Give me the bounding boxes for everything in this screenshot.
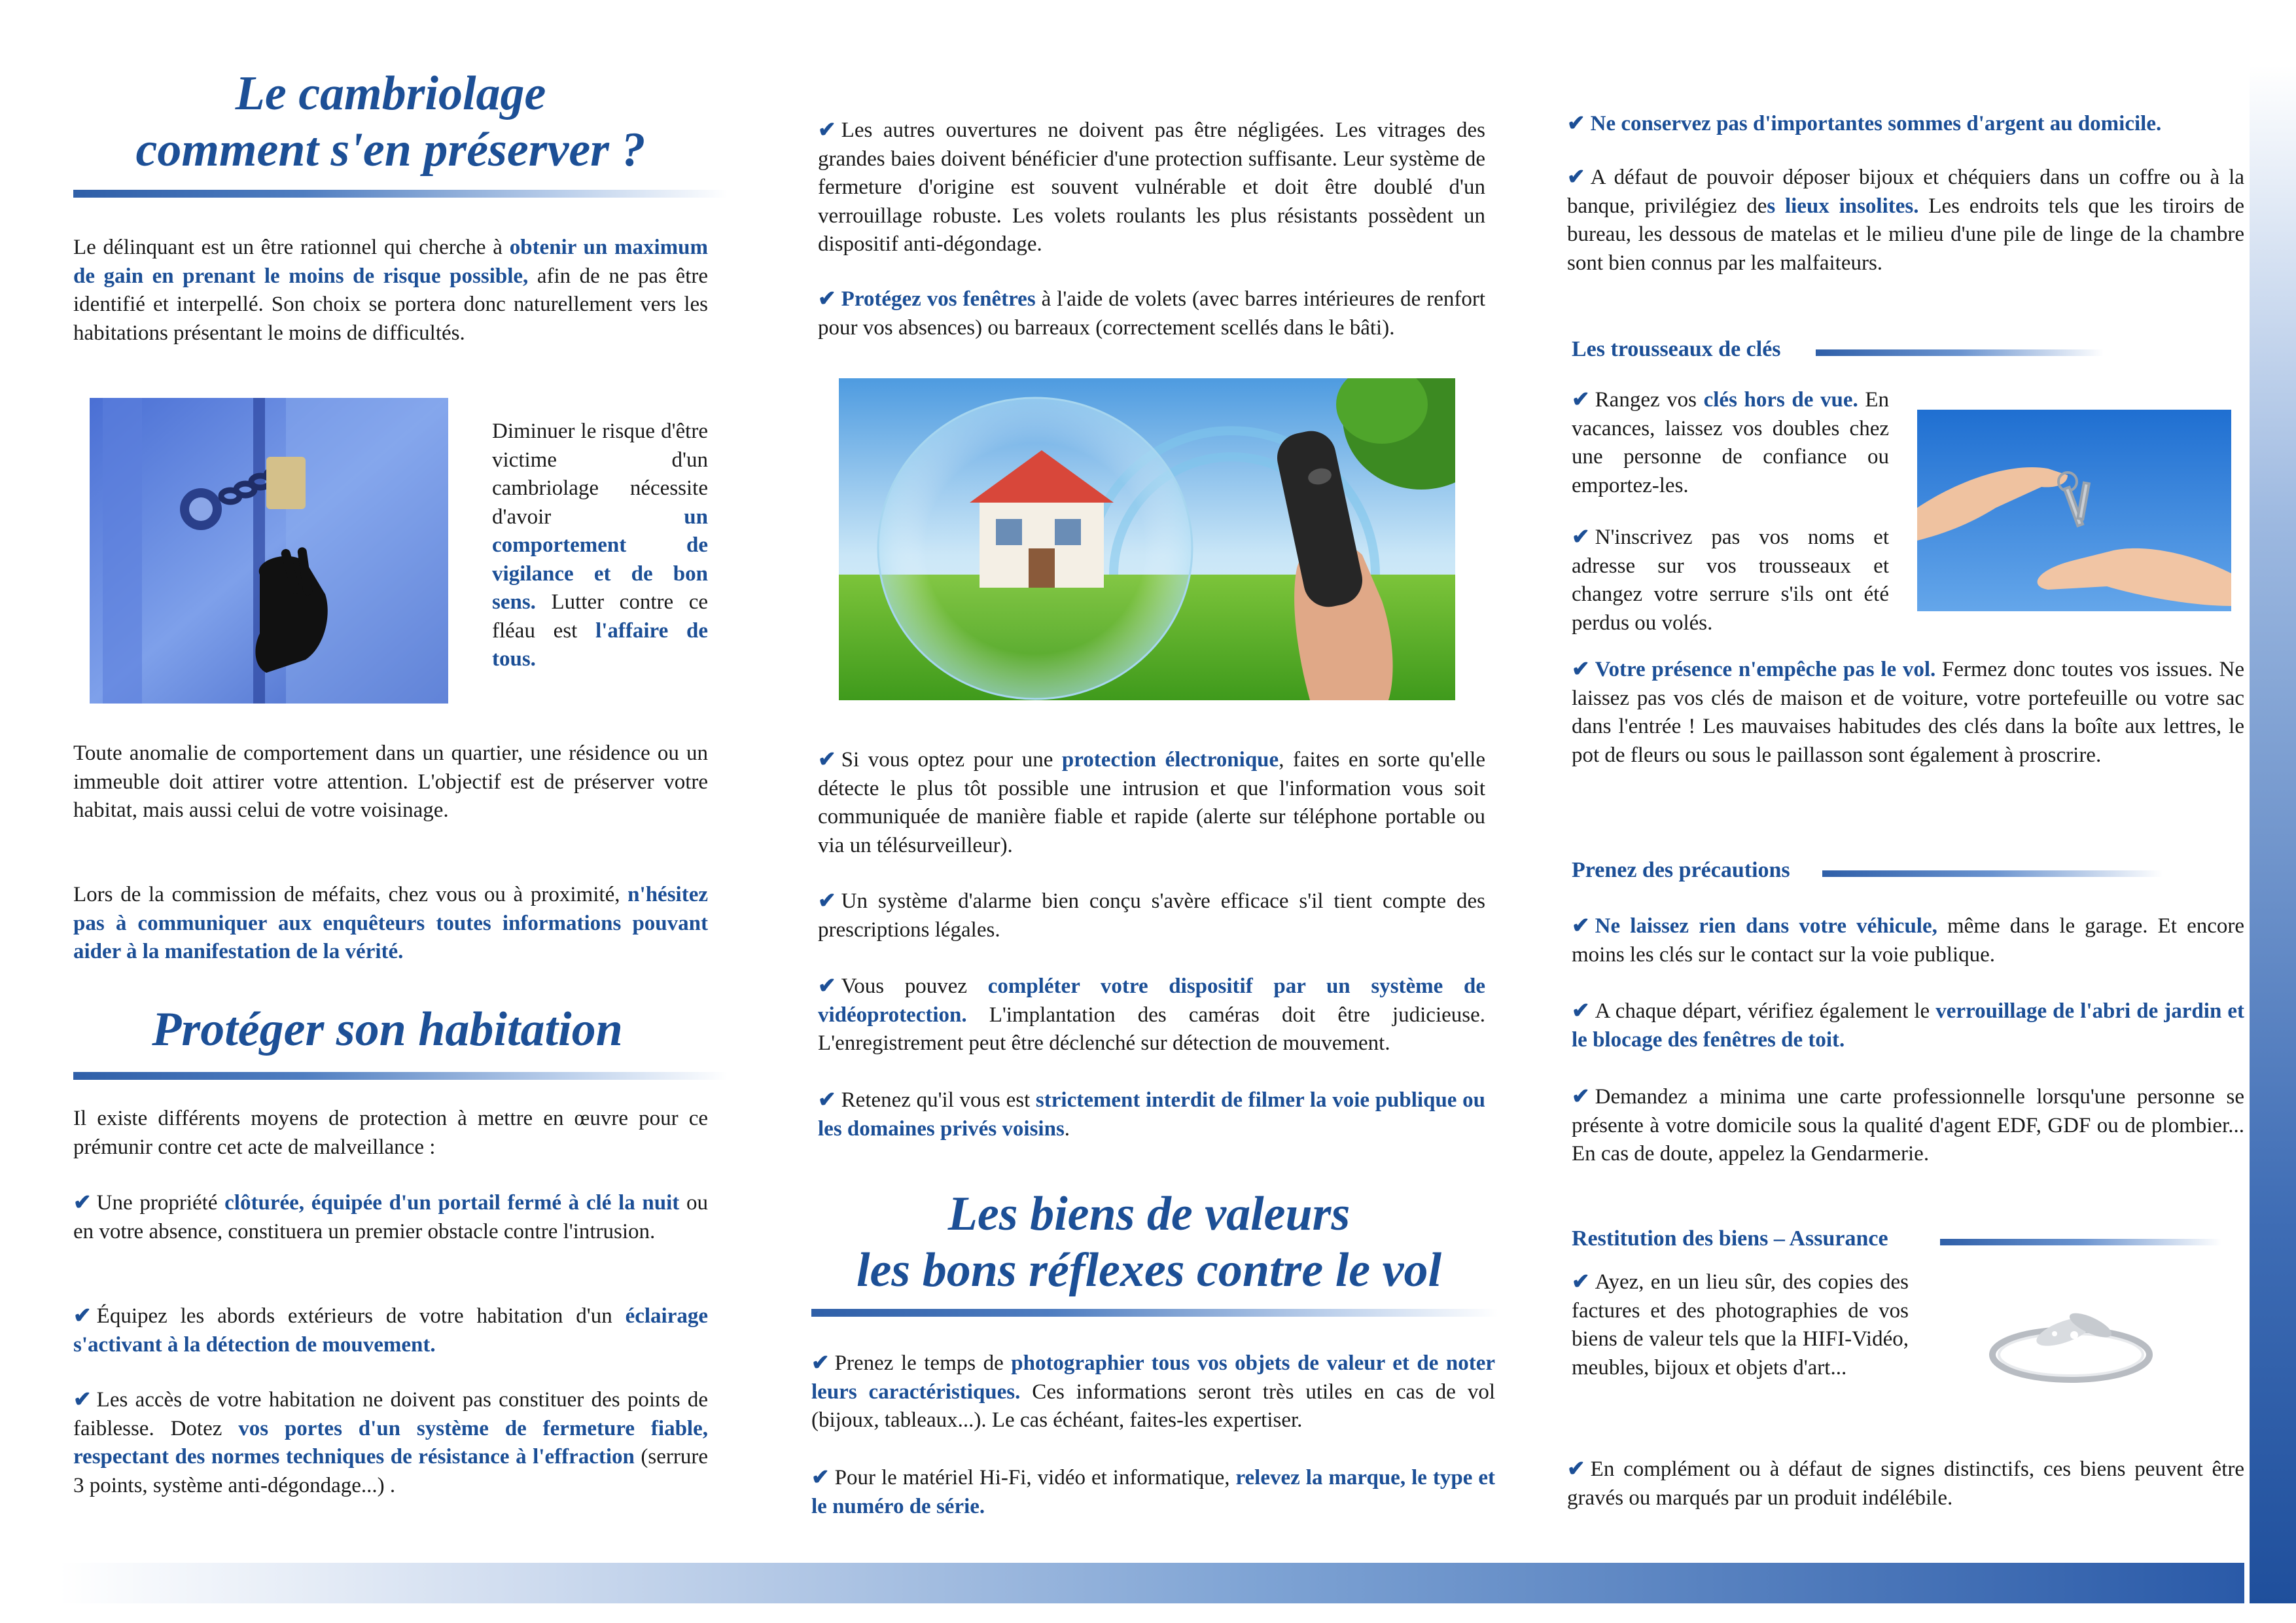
checklist-item: ✔ Protégez vos fenêtres à l'aide de volets (avec barres intérieures de renfort pour vos absences) ou barreaux (correctement scellés dans le bâti). bbox=[818, 287, 1485, 340]
check-icon: ✔ bbox=[73, 1388, 92, 1412]
subheading-rule bbox=[1816, 349, 2104, 356]
section-title-cambriolage bbox=[73, 65, 708, 178]
check-icon: ✔ bbox=[1572, 658, 1590, 681]
keys-handover-image bbox=[1917, 410, 2231, 611]
checklist-item: ✔ Les autres ouvertures ne doivent pas être négligées. Les vitrages des grandes baies doivent bénéficier d'une protection suffisante. Leur système de fermeture d'origine est souvent vulnérable et doit être doublé d'un verrouillage robuste. Les volets roulants les plus résistants possèdent un dispositif anti-dégondage. bbox=[818, 118, 1485, 256]
checklist-item: ✔ Votre présence n'empêche pas le vol. Fermez donc toutes vos issues. Ne laissez pas vos clés de maison et de voiture, votre portefeuille ou votre sac dans l'entrée ! Les mauvaises habitudes des clés dans la boîte aux lettres, le pot de fleurs ou sous le paillasson sont également à proscrire. bbox=[1572, 658, 2244, 767]
check-icon: ✔ bbox=[1572, 526, 1590, 549]
checklist-item: ✔ Une propriété clôturée, équipée d'un portail fermé à clé la nuit ou en votre absence, constituera un premier obstacle contre l'intrusion. bbox=[73, 1191, 708, 1243]
section-title-biens bbox=[811, 1186, 1487, 1298]
burglar-door-chain-image bbox=[90, 398, 448, 704]
check-icon: ✔ bbox=[818, 748, 836, 772]
check-icon: ✔ bbox=[811, 1351, 830, 1375]
check-icon: ✔ bbox=[1572, 999, 1590, 1023]
check-icon: ✔ bbox=[1572, 388, 1590, 412]
check-icon: ✔ bbox=[1567, 1457, 1585, 1481]
checklist-item: ✔ Équipez les abords extérieurs de votre habitation d'un éclairage s'activant à la détection de mouvement. bbox=[73, 1304, 708, 1357]
check-icon: ✔ bbox=[818, 1088, 836, 1112]
subheading-trousseaux: Les trousseaux de clés bbox=[1572, 337, 1781, 361]
checklist-item: ✔ A chaque départ, vérifiez également le verrouillage de l'abri de jardin et le blocage des fenêtres de toit. bbox=[1572, 999, 2244, 1052]
title-underline bbox=[73, 190, 728, 198]
checklist-item: ✔ Demandez a minima une carte professionnelle lorsqu'une personne se présente à votre domicile sous la qualité d'agent EDF, GDF ou de plombier... En cas de doute, appelez la Gendarmerie. bbox=[1572, 1085, 2244, 1166]
checklist-item: ✔ A défaut de pouvoir déposer bijoux et chéquiers dans un coffre ou à la banque, privilégiez des lieux insolites. Les endroits tels que les tiroirs de bureau, les dessous de matelas et le milieu d'une pile de linge de la chambre sont bien connus par les malfaiteurs. bbox=[1567, 166, 2245, 275]
checklist-item: ✔ En complément ou à défaut de signes distinctifs, ces biens peuvent être gravés ou marqués par un produit indélébile. bbox=[1567, 1457, 2244, 1510]
check-icon: ✔ bbox=[73, 1191, 92, 1215]
check-icon: ✔ bbox=[818, 118, 836, 142]
subheading-restitution: Restitution des biens – Assurance bbox=[1572, 1226, 1888, 1251]
check-icon: ✔ bbox=[818, 974, 836, 998]
checklist-item: ✔ Retenez qu'il vous est strictement interdit de filmer la voie publique ou les domaines privés voisins. bbox=[818, 1088, 1485, 1141]
paragraph-beside-image: Diminuer le risque d'être victime d'un cambriolage nécessite d'avoir un comportement de vigilance et de bon sens. Lutter contre ce fléau est l'affaire de tous. bbox=[492, 419, 708, 671]
house-bubble-illustration bbox=[839, 378, 1455, 700]
check-icon: ✔ bbox=[818, 287, 836, 311]
paragraph: Toute anomalie de comportement dans un quartier, une résidence ou un immeuble doit attirer votre attention. L'objectif est de préserver votre habitat, mais aussi celui de votre voisinage. bbox=[73, 741, 708, 822]
subheading-rule bbox=[1940, 1239, 2221, 1245]
check-icon: ✔ bbox=[1567, 166, 1585, 189]
subheading-rule bbox=[1822, 870, 2163, 877]
title-line-1: Le cambriolage bbox=[235, 67, 546, 120]
checklist-item: ✔ Vous pouvez compléter votre dispositif par un système de vidéoprotection. L'implantation des caméras doit être judicieuse. L'enregistrement peut être déclenché sur détection de mouvement. bbox=[818, 974, 1485, 1055]
subheading-precautions: Prenez des précautions bbox=[1572, 858, 1790, 882]
check-icon: ✔ bbox=[73, 1304, 92, 1328]
check-icon: ✔ bbox=[1572, 1270, 1590, 1294]
checklist-item: ✔ Rangez vos clés hors de vue. En vacances, laissez vos doubles chez une personne de confiance ou emportez-les. bbox=[1572, 388, 1889, 497]
title-line-1: Les biens de valeurs bbox=[947, 1187, 1351, 1241]
title-line-2: les bons réflexes contre le vol bbox=[857, 1243, 1441, 1297]
check-icon: ✔ bbox=[818, 889, 836, 913]
checklist-item: ✔ Prenez le temps de photographier tous vos objets de valeur et de noter leurs caractéristiques. Ces informations seront très utiles en cas de vol (bijoux, tableaux...). Le cas échéant, faites-les expertiser. bbox=[811, 1351, 1496, 1432]
checklist-item: ✔ Ne conservez pas d'importantes sommes d'argent au domicile. bbox=[1567, 112, 2162, 135]
check-icon: ✔ bbox=[1567, 112, 1585, 135]
keys-hands-illustration bbox=[1917, 410, 2231, 611]
checklist-item: ✔ Un système d'alarme bien conçu s'avère efficace s'il tient compte des prescriptions légales. bbox=[818, 889, 1485, 942]
burglar-door-chain-illustration bbox=[90, 398, 448, 704]
house-protection-remote-image bbox=[839, 378, 1455, 700]
section-title-proteger bbox=[73, 1001, 701, 1058]
paragraph: Lors de la commission de méfaits, chez vous ou à proximité, n'hésitez pas à communiquer aux enquêteurs toutes informations pouvant aider à la manifestation de la vérité. bbox=[73, 883, 708, 963]
right-decorative-band bbox=[2250, 65, 2296, 1603]
ring-illustration bbox=[1940, 1270, 2202, 1414]
paragraph: Le délinquant est un être rationnel qui cherche à obtenir un maximum de gain en prenant le moins de risque possible, afin de ne pas être identifié et interpellé. Son choix se portera donc naturellement vers les habitations présentant le moins de difficultés. bbox=[73, 236, 708, 345]
checklist-item: ✔ Si vous optez pour une protection électronique, faites en sorte qu'elle détecte le plus tôt possible une intrusion et que l'information vous soit communiquée de manière fiable et rapide (alerte sur téléphone portable ou via un télésurveilleur). bbox=[818, 748, 1485, 857]
paragraph: Il existe différents moyens de protection à mettre en œuvre pour ce prémunir contre cet acte de malveillance : bbox=[73, 1107, 708, 1159]
ring-jewelry-image bbox=[1940, 1270, 2202, 1414]
title-underline bbox=[73, 1072, 728, 1080]
check-icon: ✔ bbox=[811, 1466, 830, 1489]
bottom-decorative-band bbox=[59, 1563, 2244, 1603]
checklist-item: ✔ N'inscrivez pas vos noms et adresse sur vos trousseaux et changez votre serrure s'ils ont été perdus ou volés. bbox=[1572, 526, 1889, 635]
title-line: Protéger son habitation bbox=[152, 1003, 623, 1056]
checklist-item: ✔ Ayez, en un lieu sûr, des copies des factures et des photographies de vos biens de valeur tels que la HIFI-Vidéo, meubles, bijoux et objets d'art... bbox=[1572, 1270, 1909, 1380]
check-icon: ✔ bbox=[1572, 1085, 1590, 1109]
checklist-item: ✔ Les accès de votre habitation ne doivent pas constituer des points de faiblesse. Dotez vos portes d'un système de fermeture fiable, respectant des normes techniques de résistance à l'effraction (serrure 3 points, système anti-dégondage...) . bbox=[73, 1388, 709, 1497]
title-underline bbox=[811, 1309, 1498, 1317]
title-line-2: comment s'en préserver ? bbox=[135, 123, 646, 177]
checklist-item: ✔ Ne laissez rien dans votre véhicule, même dans le garage. Et encore moins les clés sur le contact sur la voie publique. bbox=[1572, 914, 2244, 967]
checklist-item: ✔ Pour le matériel Hi-Fi, vidéo et informatique, relevez la marque, le type et le numéro de série. bbox=[811, 1466, 1495, 1518]
check-icon: ✔ bbox=[1572, 914, 1590, 938]
